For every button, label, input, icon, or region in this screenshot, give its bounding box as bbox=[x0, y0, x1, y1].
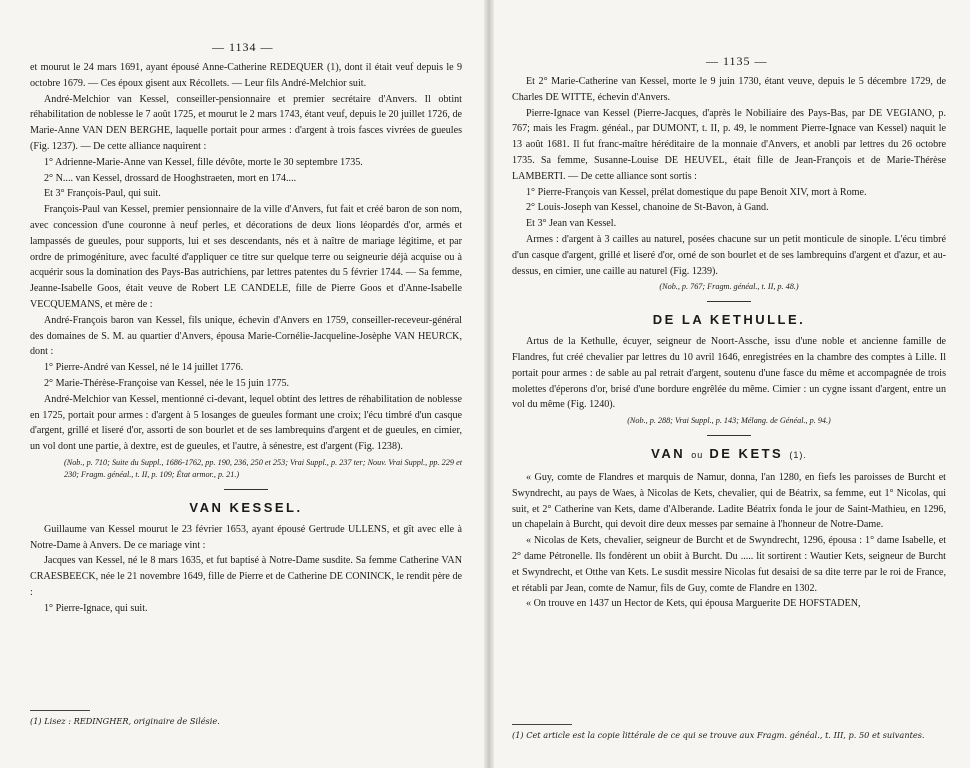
paragraph: Et 2° Marie-Catherine van Kessel, morte le 9 juin 1730, étant veuve, depuis le 5 décembre 1729, de Charles DE WITTE, échevin d'Anvers. bbox=[512, 76, 946, 103]
footnote-rule bbox=[30, 710, 90, 711]
paragraph: 1° Pierre-André van Kessel, né le 14 juillet 1776. bbox=[44, 362, 244, 374]
section-title: DE LA KETHULLE. bbox=[652, 312, 806, 328]
paragraph: Guillaume van Kessel mourut le 23 février 1653, ayant épousé Gertrude ULLENS, et gît avec elle à Notre-Dame à Anvers. De ce mariage vint : bbox=[30, 523, 462, 551]
left-footnote-area bbox=[30, 706, 462, 727]
footnote: (1) Lisez : REDINGHER, originaire de Silésie. bbox=[30, 716, 220, 726]
left-page bbox=[0, 0, 484, 768]
paragraph: Et 3° Jean van Kessel. bbox=[526, 218, 617, 230]
paragraph: André-François baron van Kessel, fils unique, échevin d'Anvers en 1759, conseiller-receveur-général des domaines de S. M. au quartier d'Anvers, épousa Marie-Cornélie-Jacqueline-Josèphe VAN HEURCK, dont : bbox=[30, 314, 462, 358]
paragraph: 1° Adrienne-Marie-Anne van Kessel, fille dévôte, morte le 30 septembre 1735. bbox=[44, 156, 363, 168]
paragraph: André-Melchior van Kessel, mentionné ci-devant, lequel obtint des lettres de réhabilitation de noblesse en 1725, portait pour armes : d'argent à 5 losanges de gueules formant une croix; l'écu timbré d'un casque d'argent, grillé et liseré d'or, assorti de son bourlet et de ses lambrequins d'argent et de gueules, en cimier, un vol dont une partie, à dextre, est de gueules, et l'autre, à sénestre, est d'argent (Fig. 1238). bbox=[30, 393, 462, 453]
right-page-number: — 1135 — bbox=[706, 54, 768, 68]
left-page-text bbox=[30, 60, 462, 617]
right-footnote-area bbox=[512, 720, 946, 741]
right-page bbox=[494, 0, 970, 768]
right-page-text bbox=[512, 74, 946, 612]
citation: (Nob., p. 767; Fragm. généal., t. II, p. 48.) bbox=[659, 282, 799, 292]
paragraph: « Guy, comte de Flandres et marquis de Namur, donna, l'an 1280, en fiefs les paroisses de Burcht et Swyndrecht, au pays de Waes, à Nicolas de Kets, chevalier, qui de Béatrix, sa femme, eut 1° Nicolas, qui suit, et 2° Catherine van Kets, dame d'Alberande. Ladite Béatrix fonda le jour de Saint-Mathieu, en 1296, un chapelain à Burcht, qui devoit dire deux messes par semaine à l'honneur de Notre-Dame. bbox=[512, 471, 946, 531]
paragraph: 2° Louis-Joseph van Kessel, chanoine de St-Bavon, à Gand. bbox=[526, 202, 769, 214]
section-title-part: VAN bbox=[651, 446, 686, 462]
paragraph: 1° Pierre-Ignace, qui suit. bbox=[44, 602, 148, 614]
citation: (Nob., p. 710; Suite du Suppl., 1686-1762, pp. 190, 236, 250 et 253; Vrai Suppl., p. 237 ter; Nouv. Vrai Suppl., pp. 229 et 230; Fragm. généal., t. II, p. 109; État armor., p. 21.) bbox=[64, 457, 462, 479]
book-gutter bbox=[484, 0, 494, 768]
paragraph: « On trouve en 1437 un Hector de Kets, qui épousa Marguerite DE HOFSTADEN, bbox=[526, 598, 861, 610]
section-title-note: (1). bbox=[789, 450, 807, 461]
left-page-number: — 1134 — bbox=[212, 40, 274, 54]
section-title-conjunction: ou bbox=[691, 450, 704, 461]
paragraph: Armes : d'argent à 3 cailles au naturel, posées chacune sur un petit monticule de sinople. L'écu timbré d'un casque d'argent, grillé et liseré d'or, orné de son bourlet et de ses lambrequins d'argent et d'azur, et au-dessus, en cimier, une caille au naturel (Fig. 1239). bbox=[512, 233, 946, 277]
section-rule bbox=[224, 489, 268, 490]
paragraph: Pierre-Ignace van Kessel (Pierre-Jacques, d'après le Nobiliaire des Pays-Bas, par DE VEGIANO, p. 767; mais les Fragm. généal., par DUMONT, t. II, p. 49, le nomment Pierre-Ignace van Kessel) naquit le 13 août 1681. Il fut franc-maître héréditaire de la monnaie d'Anvers, et anobli par lettres du 26 octobre 1735. Sa femme, Susanne-Louise DE HEUVEL, était fille de Jean-François et de Marie-Thérèse LAMBERTI. — De cette alliance sont sortis : bbox=[512, 107, 946, 182]
paragraph: et mourut le 24 mars 1691, ayant épousé Anne-Catherine REDEQUER (1), dont il était veuf depuis le 9 octobre 1679. — Ces époux gisent aux Récollets. — Leur fils André-Melchior suit. bbox=[30, 62, 462, 89]
section-title: VAN KESSEL. bbox=[189, 499, 303, 515]
section-rule bbox=[707, 435, 751, 436]
citation: (Nob., p. 288; Vrai Suppl., p. 143; Mélang. de Généal., p. 94.) bbox=[627, 416, 831, 426]
paragraph: 2° Marie-Thérèse-Françoise van Kessel, née le 15 juin 1775. bbox=[44, 377, 290, 389]
paragraph: Et 3° François-Paul, qui suit. bbox=[44, 188, 161, 200]
section-title-part: DE KETS bbox=[709, 446, 784, 462]
paragraph: André-Melchior van Kessel, conseiller-pensionnaire et premier secrétaire d'Anvers. Il obtint réhabilitation de noblesse le 7 août 1725, et mourut le 2 mars 1743, étant veuf, depuis le 20 juillet 1726, de Marie-Anne VAN DEN BERGHE, laquelle portait pour armes : d'argent à trois fasces vivrées de gueules (Fig. 1237). — De cette alliance naquirent : bbox=[30, 93, 462, 152]
paragraph: François-Paul van Kessel, premier pensionnaire de la ville d'Anvers, fut fait et créé baron de son nom, avec concession d'une couronne à neuf perles, et décorations de deux lions léopardés d'or, armés et lampassés de gueules, pour supports, lui et ses descendants, nés et à naître de mariage légitime, et par ordre de primogéniture, avec faculté d'appliquer ce titre sur quelque terre ou seigneurie déjà acquise ou à acquérir sous la domination des Pays-Bas autrichiens, par lettres patentes du 5 février 1744. — Sa femme, Jeanne-Isabelle Goos, était veuve de Robert LE CANDELE, fille de Pierre Goos et d'Anne-Isabelle VECQUEMANS, et mère de : bbox=[30, 204, 462, 310]
paragraph: 2° N.... van Kessel, drossard de Hooghstraeten, mort en 174.... bbox=[44, 172, 297, 184]
section-rule bbox=[707, 301, 751, 302]
paragraph: 1° Pierre-François van Kessel, prélat domestique du pape Benoit XIV, mort à Rome. bbox=[526, 186, 867, 198]
footnote: (1) Cet article est la copie littérale de ce qui se trouve aux Fragm. généal., t. III, p. 50 et suivantes. bbox=[512, 730, 925, 740]
paragraph: Artus de la Kethulle, écuyer, seigneur de Noort-Assche, issu d'une noble et ancienne famille de Flandres, fut créé chevalier par lettres du 10 avril 1646, enregistrées en la chambre des comptes à Lille. Il portait pour armes : de sable au pal retrait d'argent, soutenu d'une fasce du même et accompagnée de trois molettes d'éperons d'or, brisé d'une bordure engrêlée du même. Cimier : un cygne issant d'argent, entre un vol du même (Fig. 1240). bbox=[512, 336, 946, 411]
paragraph: Jacques van Kessel, né le 8 mars 1635, et fut baptisé à Notre-Dame susdite. Sa femme Catherine VAN CRAESBEECK, née le 21 novembre 1649, fille de Pierre et de Catherine DE CONINCK, le rendit père de : bbox=[30, 555, 462, 598]
footnote-rule bbox=[512, 724, 572, 725]
section-title bbox=[512, 446, 946, 464]
paragraph: « Nicolas de Kets, chevalier, seigneur de Burcht et de Swyndrecht, 1296, épousa : 1° dame Isabelle, et 2° dame Pétronelle. Ils fondèrent un obiit à Burcht. Du ..... lit sortirent : Wautier Kets, seigneur de Burcht et Swyndrecht, et Otthe van Kets. Le susdit messire Nicolas fut desaisi de sa dite terre par le roi de France, et rétabli par Jean, comte de Namur, fils de Guy, comte de Flandre en 1302. bbox=[512, 535, 946, 594]
